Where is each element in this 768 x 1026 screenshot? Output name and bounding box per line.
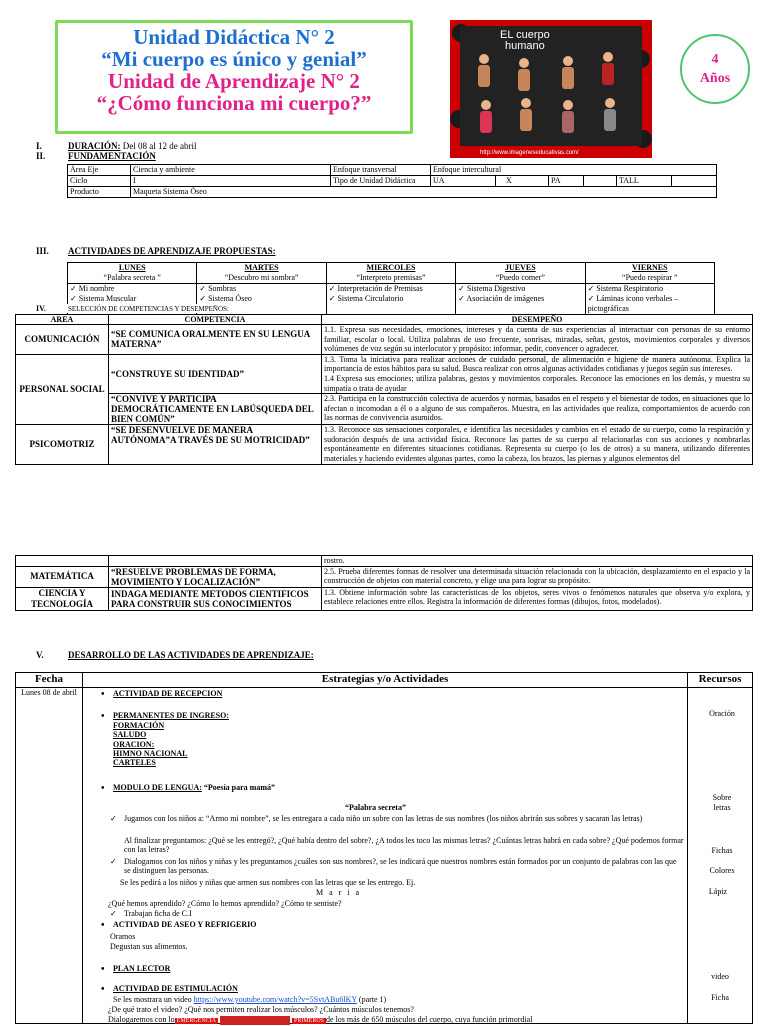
learning-unit-title: Unidad de Aprendizaje N° 2 — [108, 69, 360, 93]
step-6: ✓ Trabajan ficha de C.I — [124, 909, 192, 918]
unit-didactic-title: Unidad Didáctica N° 2 — [133, 25, 335, 49]
example-name: M a r i a — [316, 888, 362, 897]
step-1: ✓ Jugamos con los niños a: “Armo mi nombre”, se les entregara a cada niño un sobre con las letras de sus nombres (los niños abrirán sus sobres y sacaran las letras) — [124, 814, 684, 823]
aseo-heading: • ACTIVIDAD DE ASEO Y REFRIGERIO — [113, 920, 256, 929]
learning-unit-name: “¿Cómo funciona mi cuerpo?” — [96, 91, 372, 115]
resource-letras: letras — [713, 803, 731, 812]
resource-ficha: Ficha — [711, 993, 729, 1002]
competencias-table-continued: rostro. MATEMÁTICA “RESUELVE PROBLEMAS DE FORMA, MOVIMIENTO Y LOCALIZACIÓN” 2.5. Prueba diferentes formas de resolver una determinada situación relacionada con la ubicación, desplazamiento en el espacio y la construcción de objetos con material concreto, y elige una para lograr su propósito. CIENCIA Y TECNOLOGÍA INDAGA MEDIANTE METODOS CIENTIFICOS PARA CONSTRUIR SUS CONOCIMIENTOS 1.3. Obtiene información sobre las características de los objetos, seres vivos o fenómenos naturales que observa y/o explora, y establece relaciones entre ellos. Registra la información de diferentes formas (dibujos, fotos, modelados). — [15, 555, 753, 611]
perm-saludo: SALUDO — [113, 730, 147, 739]
estim-line-1: Se les mostrara un video https://www.youtube.com/watch?v=5SvtABu6lKY (parte 1) — [113, 995, 387, 1004]
degustan-text: Degustan sus alimentos. — [110, 942, 188, 951]
estim-line-2: ¿De qué trato el video? ¿Qué nos permiten realizar los músculos? ¿Cuántos músculos tenemos? — [108, 1005, 414, 1014]
primeros-sign: PRIMEROS — [294, 1018, 325, 1024]
activities-table: Fecha Estrategias y/o Actividades Recursos Lunes 08 de abril — [15, 672, 753, 1024]
fundamentacion-table: Área Eje Ciencia y ambiente Enfoque transversal Enfoque intercultural Ciclo I Tipo de Unidad Didáctica UA X PA TALL Producto Maqueta Sistema Óseo — [67, 164, 717, 198]
section-actividades: III. ACTIVIDADES DE APRENDIZAJE PROPUESTAS: — [36, 246, 276, 256]
emergencia-sign: EMERGENCIA — [176, 1018, 216, 1024]
recepcion-heading: • ACTIVIDAD DE RECEPCION — [113, 689, 222, 698]
step-3: ✓ Dialogamos con los niños y niñas y les preguntamos ¿cuáles son sus nombres?, se les indicará que nuestros nombres están formados por un conjunto de palabras con las que se distinguen las personas. — [124, 857, 684, 876]
permanentes-heading: • PERMANENTES DE INGRESO: — [113, 711, 229, 720]
resource-sobre: Sobre — [712, 793, 732, 802]
step-2: Al finalizar preguntamos: ¿Qué se les entregó?, ¿Qué había dentro del sobre?, ¿A todos les toco las mismas letras? ¿Cuántas letras habrá en cada sobre? ¿Qué podemos formar con las letras? — [124, 836, 684, 855]
section-fundamentacion: II. FUNDAMENTACIÓN — [36, 151, 156, 161]
icons-strip — [220, 1016, 290, 1025]
body-poster-image — [450, 20, 652, 158]
estim-line-3: Dialogaremos con lo EMERGENCIA PRIMEROS de los más de 650 músculos del cuerpo, cuya función primordial — [108, 1015, 533, 1024]
poster-title: EL cuerpo humano — [500, 29, 550, 52]
section-desarrollo: V. DESARROLLO DE LAS ACTIVIDADES DE APRENDIZAJE: — [36, 650, 314, 660]
oramos-text: Oramos — [110, 932, 136, 941]
perm-oracion: ORACION: — [113, 740, 155, 749]
resource-lapiz: Lápiz — [708, 887, 728, 896]
estimulacion-heading: • ACTIVIDAD DE ESTIMULACIÓN — [113, 984, 238, 993]
competencias-table: AREA COMPETENCIA DESEMPEÑO COMUNICACIÓN “SE COMUNICA ORALMENTE EN SU LENGUA MATERNA” 1.1. Expresa sus necesidades, emociones, intereses y da cuenta de sus experiencias al interactuar con personas de su entorno familiar, escolar o local. Utiliza palabras de uso frecuente, sonrisas, miradas, señas, gestos, movimientos corporales y diversos volúmenes de voz según su interlocutor y propósito: informar, pedir, convencer o agradecer. PERSONAL SOCIAL “CONSTRUYE SU IDENTIDAD” 1.3. Toma la iniciativa para realizar acciones de cuidado personal, de alimentación e higiene de manera autónoma. Explica la importancia de estos hábitos para su salud. Busca realizar con otros algunas actividades cotidianas y juegos según sus intereses. 1.4 Expresa sus emociones; utiliza palabras, gestos y movimientos corporales. Reconoce las emociones en los demás, y muestra su simpatía o trata de ayudar “CONVIVE Y PARTICIPA DEMOCRÁTICAMENTE EN LABÚSQUEDA DEL BIEN COMÚN” 2.3. Participa en la construcción colectiva de acuerdos y normas, basados en el respeto y el bienestar de todos, en situaciones que lo afectan o incomodan a él o a alguno de sus compañeros. Muestra, en las actividades que realiza, comportamientos de acuerdo con las normas de convivencia asumidos. PSICOMOTRIZ “SE DESENVUELVE DE MANERA AUTÓNOMA”A TRAVÉS DE SU MOTRICIDAD” 1.3. Reconoce sus sensaciones corporales, e identifica las necesidades y cambios en el estado de su cuerpo, como la respiración y sudoración después de una actividad física. Reconoce las partes de su cuerpo al relacionarlas con sus acciones y nombrarlas espontáneamente en diferentes situaciones cotidianas. Representa su cuerpo (o los de otros) a su manera, utilizando diferentes materiales y haciendo evidentes algunas partes, como la cabeza, los brazos, las piernas y algunos elementos del — [15, 314, 753, 465]
perm-carteles: CARTELES — [113, 758, 156, 767]
activity-date: Lunes 08 de abril — [16, 688, 83, 1024]
perm-formacion: FORMACIÓN — [113, 721, 165, 730]
plan-lector-heading: • PLAN LECTOR — [113, 964, 170, 973]
unit-didactic-name: “Mi cuerpo es único y genial” — [101, 47, 367, 71]
section-duration: I. DURACIÓN: Del 08 al 12 de abril — [36, 141, 197, 151]
perm-himno: HIMNO NACIONAL — [113, 749, 188, 758]
step-5: ¿Qué hemos aprendido? ¿Cómo lo hemos aprendido? ¿Cómo te sentiste? — [108, 899, 342, 908]
resource-oracion: Oración — [709, 709, 735, 718]
section-competencias: IV. SELECCIÓN DE COMPETENCIAS Y DESEMPEÑOS: — [36, 304, 229, 313]
resource-colores: Colores — [709, 866, 735, 875]
modulo-heading: • MODULO DE LENGUA: “Poesía para mamá” — [113, 783, 275, 792]
weekly-activities-table: LUNES “Palabra secreta ” MARTES “Descubro mi sombra” MIERCOLES “Interpreto premisas” JUEVES “Puedo comer” VIERNES “Puedo respirar ” ✓ Mi nombre ✓ Sistema Muscular ✓ Sombras ✓ Sistema Óseo ✓ Interpretación de Premisas ✓ Sistema Circulatorio ✓ Sistema Digestivo ✓ Asociación de imágenes ✓ Sistema Respiratorio ✓ Láminas icono verbales – pictográficas — [67, 262, 715, 315]
video-link[interactable]: https://www.youtube.com/watch?v=5SvtABu6lKY — [193, 995, 357, 1004]
poster-url: http://www.imageneseducativas.com/ — [480, 150, 579, 156]
title-box — [55, 20, 413, 134]
resource-video: video — [711, 972, 729, 981]
step-4: Se les pedirá a los niños y niñas que armen sus nombres con las letras que se les entrego. Ej. — [120, 878, 416, 887]
age-badge: 4 Años — [680, 34, 750, 104]
palabra-secreta-title: “Palabra secreta” — [345, 803, 406, 812]
resource-fichas: Fichas — [711, 846, 733, 855]
